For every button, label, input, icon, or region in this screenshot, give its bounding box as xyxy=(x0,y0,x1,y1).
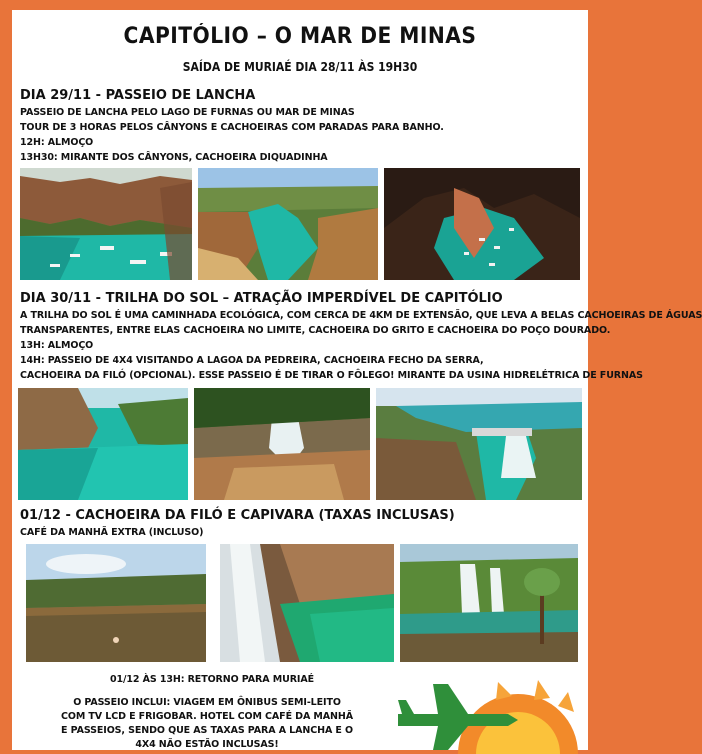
includes-line: 4X4 NÃO ESTÃO INCLUSAS! xyxy=(135,739,279,750)
waterfall-trail-photo xyxy=(194,388,370,500)
day1-line: PASSEIO DE LANCHA PELO LAGO DE FURNAS OU MAR DE MINAS xyxy=(20,107,355,118)
page-title: CAPITÓLIO – O MAR DE MINAS xyxy=(123,24,477,49)
canyon-lake-boats-photo xyxy=(20,168,192,280)
lake-swimmer-photo xyxy=(26,544,206,662)
canyon-boats-aerial-photo xyxy=(384,168,580,280)
day2-line: CACHOEIRA DA FILÓ (OPCIONAL). ESSE PASSEIO É DE TIRAR O FÔLEGO! MIRANTE DA USINA HIDRELÉTRICA DE FURNAS xyxy=(20,370,643,381)
includes-line: COM TV LCD E FRIGOBAR. HOTEL COM CAFÉ DA MANHÃ xyxy=(61,711,353,722)
lagoon-canyon-photo xyxy=(18,388,188,500)
day3-line: CAFÉ DA MANHÃ EXTRA (INCLUSO) xyxy=(20,527,204,538)
includes-line: O PASSEIO INCLUI: VIAGEM EM ÔNIBUS SEMI-LEITO xyxy=(73,697,341,708)
departure-info: SAÍDA DE MURIAÉ DIA 28/11 ÀS 19H30 xyxy=(182,60,418,74)
canyon-aerial-photo xyxy=(198,168,378,280)
day2-line: 13H: ALMOÇO xyxy=(20,340,94,351)
airplane-sun-logo xyxy=(388,674,588,750)
return-info: 01/12 ÀS 13H: RETORNO PARA MURIAÉ xyxy=(110,674,314,685)
waterfall-trees-photo xyxy=(400,544,578,662)
day2-heading: DIA 30/11 - TRILHA DO SOL – ATRAÇÃO IMPERDÍVEL DE CAPITÓLIO xyxy=(20,291,503,306)
flyer xyxy=(12,10,702,750)
waterfall-pool-photo xyxy=(220,544,394,662)
day1-line: 12H: ALMOÇO xyxy=(20,137,94,148)
day1-heading: DIA 29/11 - PASSEIO DE LANCHA xyxy=(20,88,256,103)
dam-aerial-photo xyxy=(376,388,582,500)
day1-line: 13H30: MIRANTE DOS CÂNYONS, CACHOEIRA DIQUADINHA xyxy=(20,152,328,163)
includes-line: E PASSEIOS, SENDO QUE AS TAXAS PARA A LANCHA E O xyxy=(60,725,353,736)
day1-line: TOUR DE 3 HORAS PELOS CÂNYONS E CACHOEIRAS COM PARADAS PARA BANHO. xyxy=(20,122,444,133)
day2-line: A TRILHA DO SOL É UMA CAMINHADA ECOLÓGICA, COM CERCA DE 4KM DE EXTENSÃO, QUE LEVA A BELAS CACHOEIRAS DE ÁGUAS xyxy=(20,310,702,321)
day2-line: 14H: PASSEIO DE 4X4 VISITANDO A LAGOA DA PEDREIRA, CACHOEIRA FECHO DA SERRA, xyxy=(20,355,484,366)
day2-line: TRANSPARENTES, ENTRE ELAS CACHOEIRA NO LIMITE, CACHOEIRA DO GRITO E CACHOEIRA DO POÇO DOURADO. xyxy=(20,325,611,336)
day3-heading: 01/12 - CACHOEIRA DA FILÓ E CAPIVARA (TAXAS INCLUSAS) xyxy=(20,508,455,523)
